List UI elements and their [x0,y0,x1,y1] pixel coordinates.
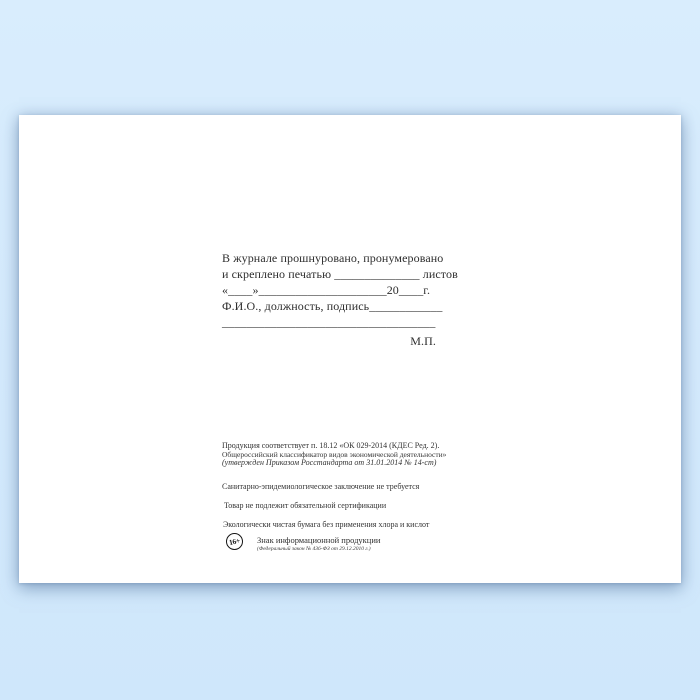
binding-record-date-line: «____»_____________________20____г. [222,283,431,297]
binding-record-signature-line: Ф.И.О., должность, подпись____________ [222,299,443,313]
age-rating-text [257,533,380,552]
binding-record-line-2: и скреплено печатью ______________ листов [222,267,458,281]
law-reference: (Федеральный закон № 436-ФЗ от 29.12.2010 г.) [257,546,371,552]
ecology-statement: Экологически чистая бумага без применения хлора и кислот [223,520,430,529]
product-standard-line-3: (утвержден Приказом Росстандарта от 31.01.2014 № 14-ст) [222,458,437,467]
age-16-plus-icon [226,533,243,550]
sanitary-statement: Санитарно-эпидемиологическое заключение не требуется [222,482,420,491]
binding-record-blank-line: ___________________________________ [222,315,436,329]
journal-back-page-sheet [19,115,681,583]
product-standard-line-1: Продукция соответствует п. 18.12 «ОК 029-2014 (КДЕС Ред. 2). [222,441,440,450]
info-product-label: Знак информационной продукции [257,535,381,545]
age-16-plus-label: 16+ [228,535,241,548]
age-rating-row [222,533,380,552]
certification-statement: Товар не подлежит обязательной сертификации [224,501,387,510]
binding-record-block [222,250,458,349]
product-standard-line-2: Общероссийский классификатор видов экономической деятельности» [222,450,447,459]
stamp-placeholder: М.П. [410,334,436,348]
binding-record-line-1: В журнале прошнуровано, пронумеровано [222,251,444,265]
